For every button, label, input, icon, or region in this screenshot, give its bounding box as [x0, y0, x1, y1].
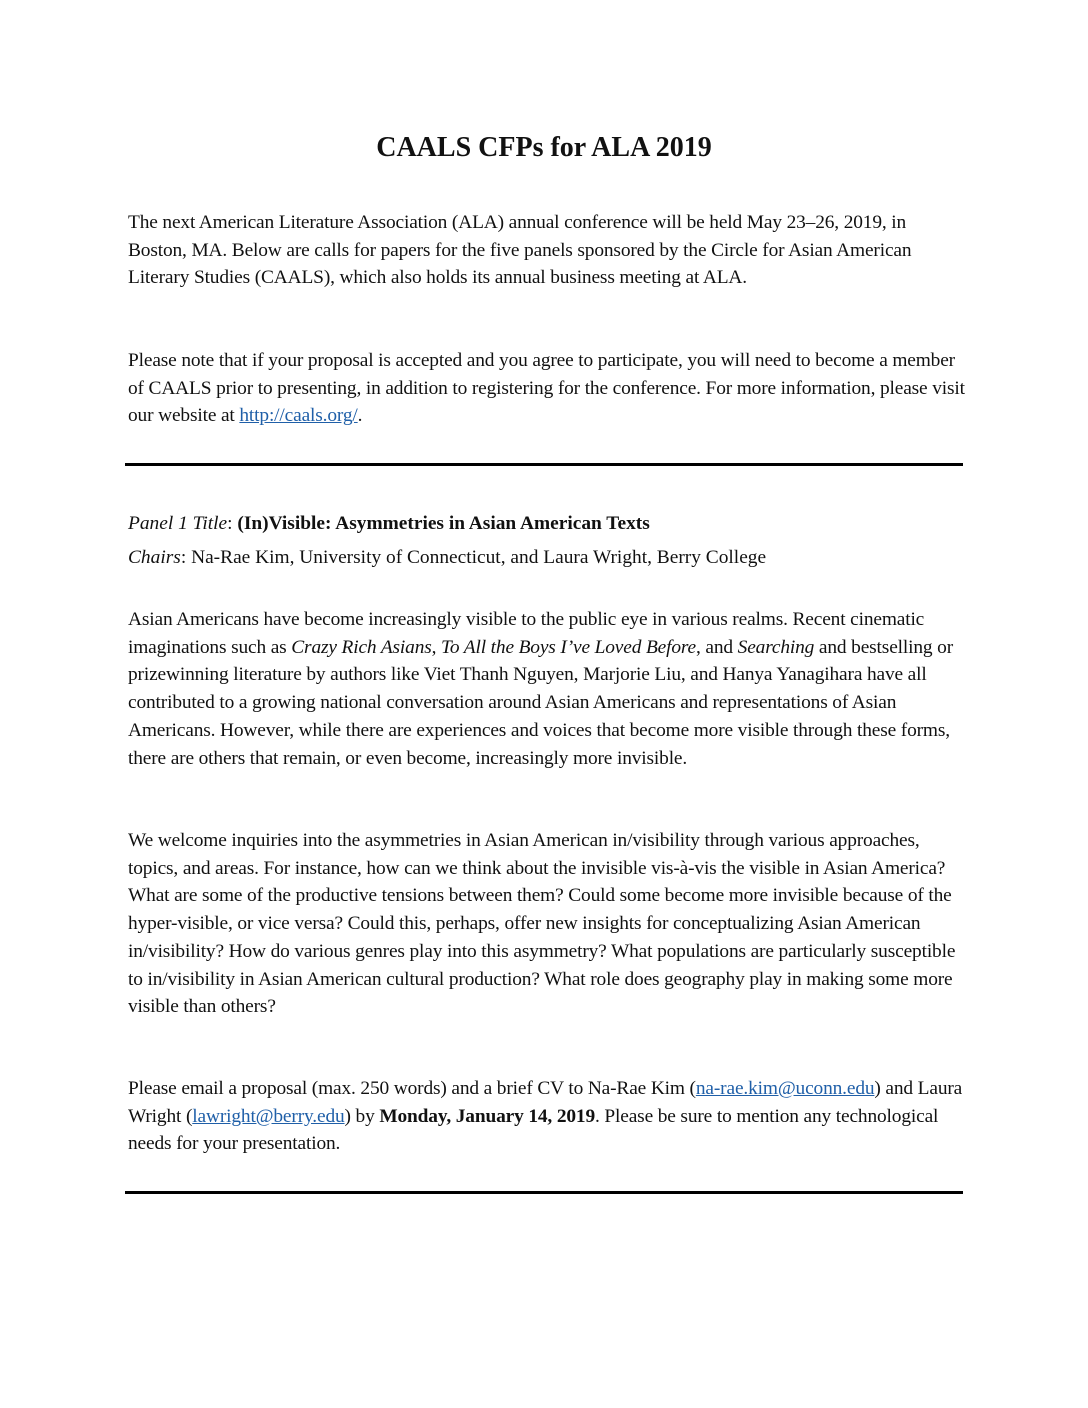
panel-title: (In)Visible: Asymmetries in Asian American Texts: [237, 513, 650, 534]
submission-text: . Please be sure to mention any technological needs for your presentation.: [128, 1105, 939, 1155]
submission-deadline: Monday, January 14, 2019: [379, 1105, 595, 1127]
membership-end-punct: .: [357, 405, 363, 427]
panel-description-paragraph-1: [128, 606, 968, 772]
panel-title-label: Panel 1 Title: [128, 513, 228, 534]
chairs-names: Na-Rae Kim, University of Connecticut, and Laura Wright, Berry College: [191, 547, 767, 568]
membership-paragraph: [128, 347, 968, 430]
email-link-laura-wright[interactable]: lawright@berry.edu: [192, 1105, 345, 1127]
chairs-label: Chairs: [128, 547, 181, 568]
page-title: CAALS CFPs for ALA 2019: [376, 132, 712, 163]
film-title-to-all-the-boys: To All the Boys I’ve Loved Before: [441, 636, 697, 658]
description-text: and bestselling or prizewinning literature by authors like Viet Thanh Nguyen, Marjorie Liu, and Hanya Yanagihara have all contributed to a growing national conversation around Asian Americans and representations of Asian Americans. However, while there are experiences and voices that become more visible through these forms, there are others that remain, or even become, increasingly more invisible.: [128, 636, 954, 769]
website-link[interactable]: http://caals.org/: [239, 405, 358, 427]
section-divider: [125, 463, 963, 466]
description-text: Asian Americans have become increasingly visible to the public eye in various realms. Recent cinematic imaginations such as: [128, 609, 925, 658]
submission-text: Please email a proposal (max. 250 words) and a brief CV to Na-Rae Kim (: [128, 1078, 696, 1099]
film-title-searching: Searching: [737, 636, 815, 658]
email-link-na-rae-kim[interactable]: na-rae.kim@uconn.edu: [695, 1078, 875, 1099]
submission-text: ) and Laura Wright (: [128, 1078, 963, 1127]
intro-paragraph: The next American Literature Association (ALA) annual conference will be held May 23–26, 2019, in Boston, MA. Below are calls for papers for the five panels sponsored by the Circle for Asian American Literary Studies (CAALS), which also holds its annual business meeting at ALA.: [128, 212, 912, 289]
section-divider-bottom: [125, 1191, 963, 1194]
chairs-separator: :: [180, 547, 192, 568]
description-text: , and: [696, 636, 738, 658]
submission-instructions: [128, 1075, 968, 1158]
description-text: ,: [431, 636, 442, 658]
panel-description-paragraph-2: We welcome inquiries into the asymmetries in Asian American in/visibility through various approaches, topics, and areas. For instance, how can we think about the invisible vis-à-vis the visible in Asian America? What are some of the productive tensions between them? Could some become more invisible because of the hyper-visible, or vice versa? Could this, perhaps, offer new insights for conceptualizing Asian American in/visibility? How do various genres play into this asymmetry? What populations are particularly susceptible to in/visibility in Asian American cultural production? What role does geography play in making some more visible than others?: [128, 830, 956, 1018]
panel-chairs-line: [128, 544, 968, 572]
panel-title-line: [128, 510, 968, 538]
panel-title-separator: :: [227, 513, 238, 534]
membership-text: Please note that if your proposal is accepted and you agree to participate, you will need to become a member of CAALS prior to presenting, in addition to registering for the conference. For more information, please visit our website at: [128, 350, 965, 427]
film-title-crazy-rich-asians: Crazy Rich Asians: [291, 636, 432, 658]
submission-text: ) by: [344, 1105, 380, 1127]
